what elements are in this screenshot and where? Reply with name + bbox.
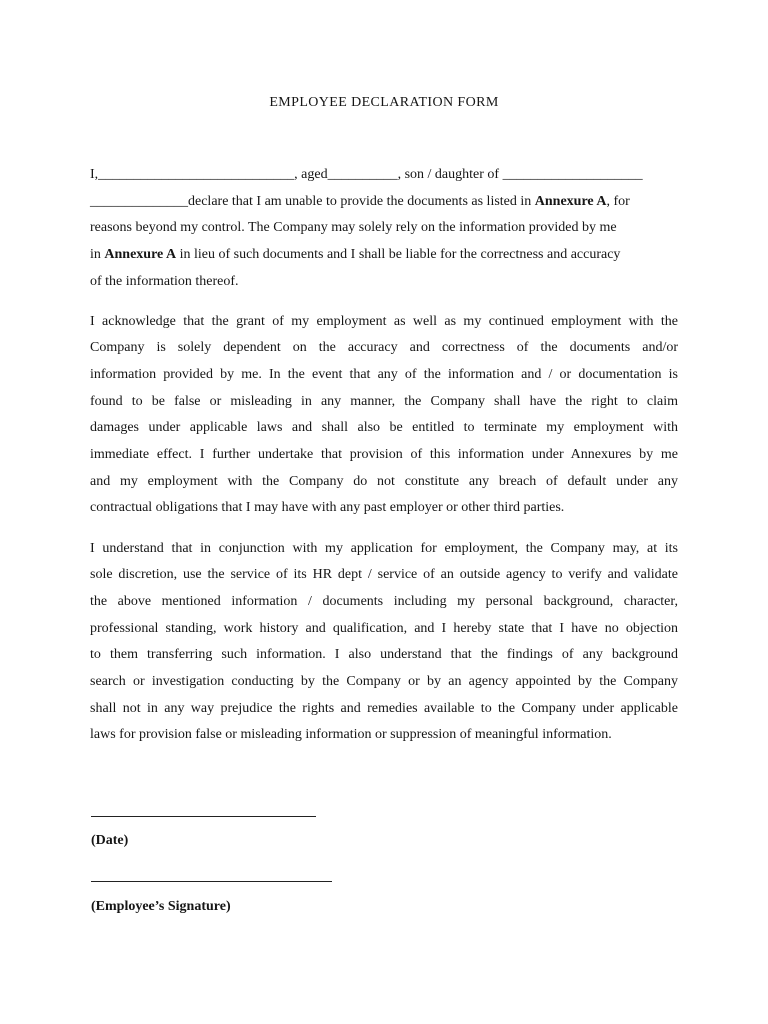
paragraph-3 [90,536,678,750]
paragraph-1 [90,162,678,295]
paragraph-1-line-1: I,____________________________, aged__________, son / daughter of ____________________ [90,167,643,182]
paragraph-3-line-2: sole discretion, use the service of its HR dept / service of an outside agency to verify and validate [90,567,678,583]
paragraph-3-line-7: shall not in any way prejudice the rights and remedies available to the Company under applicable [90,700,678,716]
annexure-reference: Annexure A [534,193,607,209]
paragraph-2 [90,309,678,523]
paragraph-3-line-1: I understand that in conjunction with my application for employment, the Company may, at its [90,540,678,556]
paragraph-2-line-3: information provided by me. In the event that any of the information and / or documentation is [90,366,678,382]
paragraph-3-line-6: search or investigation conducting by the Company or by an agency appointed by the Company [90,674,678,690]
paragraph-2-line-2: Company is solely dependent on the accuracy and correctness of the documents and/or [90,340,678,356]
paragraph-1-line-2-text: ______________declare that I am unable to provide the documents as listed in [90,193,535,209]
paragraph-2-line-7: and my employment with the Company do not constitute any breach of default under any [90,473,678,489]
paragraph-3-line-4: professional standing, work history and qualification, and I hereby state that I have no objection [90,620,678,636]
annexure-reference: Annexure A [104,247,177,263]
paragraph-1-line-2-tail: , for [606,193,630,209]
paragraph-1-line-5: of the information thereof. [90,273,239,289]
paragraph-3-line-5: to them transferring such information. I also understand that the findings of any background [90,647,678,663]
signature-blank-line [91,881,332,882]
paragraph-1-line-4-head: in [90,247,105,263]
paragraph-1-line-2 [90,189,678,216]
paragraph-2-line-4: found to be false or misleading in any manner, the Company shall have the right to claim [90,393,678,409]
paragraph-2-line-1: I acknowledge that the grant of my employment as well as my continued employment with the [90,313,678,329]
document-title: EMPLOYEE DECLARATION FORM [269,95,499,110]
paragraph-1-line-4-text: in lieu of such documents and I shall be liable for the correctness and accuracy [176,247,621,263]
paragraph-2-line-6: immediate effect. I further undertake that provision of this information under Annexures by me [90,447,678,463]
date-label: (Date) [91,833,129,848]
date-blank-line [91,816,316,817]
paragraph-2-line-8: contractual obligations that I may have with any past employer or other third parties. [90,500,565,516]
paragraph-1-line-4 [90,242,678,269]
paragraph-3-line-3: the above mentioned information / documents including my personal background, character, [90,593,678,609]
paragraph-3-line-8: laws for provision false or misleading information or suppression of meaningful information. [90,727,612,743]
paragraph-2-line-5: damages under applicable laws and shall also be entitled to terminate my employment with [90,420,678,436]
employee-signature-label: (Employee’s Signature) [91,899,231,914]
paragraph-1-line-3: reasons beyond my control. The Company may solely rely on the information provided by me [90,220,617,236]
